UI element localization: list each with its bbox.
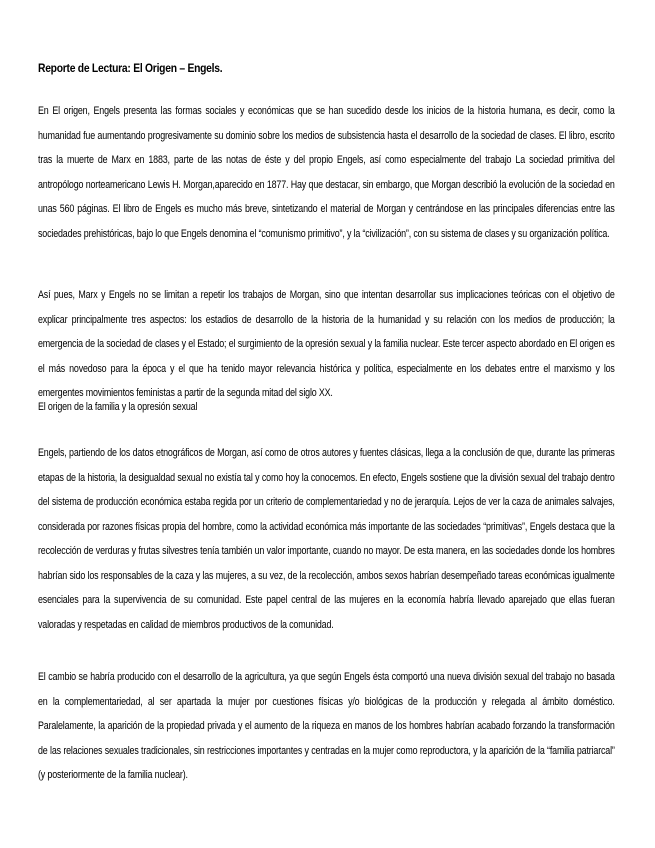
paragraph-agriculture: El cambio se habría producido con el desarrollo de la agricultura, ya que según Engels ésta comportó una nueva división sexual del trabajo no basada en la complementariedad, al ser apartada la mujer por cuestiones físicas y/o biológicas de la producción y relegada al ámbito doméstico. Paralelamente, la aparición de la propiedad privada y el aumento de la riqueza en manos de los hombres habrían acabado forzando la transformación de las relaciones sexuales tradicionales, sin restricciones importantes y centradas en la mujer como reproductora, y la aparición de la “familia patriarcal” (y posteriormente de la familia nuclear).	[38, 671, 615, 781]
section-heading: El origen de la familia y la opresión sexual	[38, 401, 198, 413]
paragraph-ethnographic: Engels, partiendo de los datos etnográficos de Morgan, así como de otros autores y fuentes clásicas, llega a la conclusión de que, durante las primeras etapas de la historia, la desigualdad sexual no existía tal y como hoy la conocemos. En efecto, Engels sostiene que la división sexual del trabajo dentro del sistema de producción económica estaba regida por un criterio de complementariedad y no de jerarquía. Lejos de ver la caza de animales salvajes, considerada por razones físicas propia del hombre, como la actividad económica más importante de las sociedades “primitivas”, Engels destaca que la recolección de verduras y frutas silvestres tenía también un valor importante, cuando no mayor. De esta manera, en las sociedades donde los hombres habrían sido los responsables de la caza y las mujeres, a su vez, de la recolección, ambos sexos habrían desempeñado tareas económicas igualmente esenciales para la supervivencia de su comunidad. Este papel central de las mujeres en la economía habría llevado aparejado que ellas fueran valoradas y respetadas en calidad de miembros productivos de la comunidad.	[38, 447, 615, 631]
paragraph-marx-engels: Así pues, Marx y Engels no se limitan a repetir los trabajos de Morgan, sino que intentan desarrollar sus implicaciones teóricas con el objetivo de explicar principalmente tres aspectos: los estadios de desarrollo de la historia de la humanidad y su relación con los medios de producción; la emergencia de la sociedad de clases y el Estado; el surgimiento de la opresión sexual y la familia nuclear. Este tercer aspecto abordado en El origen es el más novedoso para la época y el que ha tenido mayor relevancia histórica y política, especialmente en los debates entre el marxismo y los emergentes movimientos feministas a partir de la segunda mitad del siglo XX.	[38, 289, 615, 399]
paragraph-intro: En El origen, Engels presenta las formas sociales y económicas que se han sucedido desde los inicios de la historia humana, es decir, como la humanidad fue aumentando progresivamente su dominio sobre los medios de subsistencia hasta el desarrollo de la sociedad de clases. El libro, escrito tras la muerte de Marx en 1883, parte de las notas de éste y del propio Engels, así como especialmente del trabajo La sociedad primitiva del antropólogo norteamericano Lewis H. Morgan,aparecido en 1877. Hay que destacar, sin embargo, que Morgan describió la evolución de la sociedad en unas 560 páginas. El libro de Engels es mucho más breve, sintetizando el material de Morgan y centrándose en las principales diferencias entre las sociedades prehistóricas, bajo lo que Engels denomina el “comunismo primitivo”, y la “civilización”, con su sistema de clases y su organización política.	[38, 105, 615, 240]
document-title: Reporte de Lectura: El Origen – Engels.	[38, 61, 223, 75]
